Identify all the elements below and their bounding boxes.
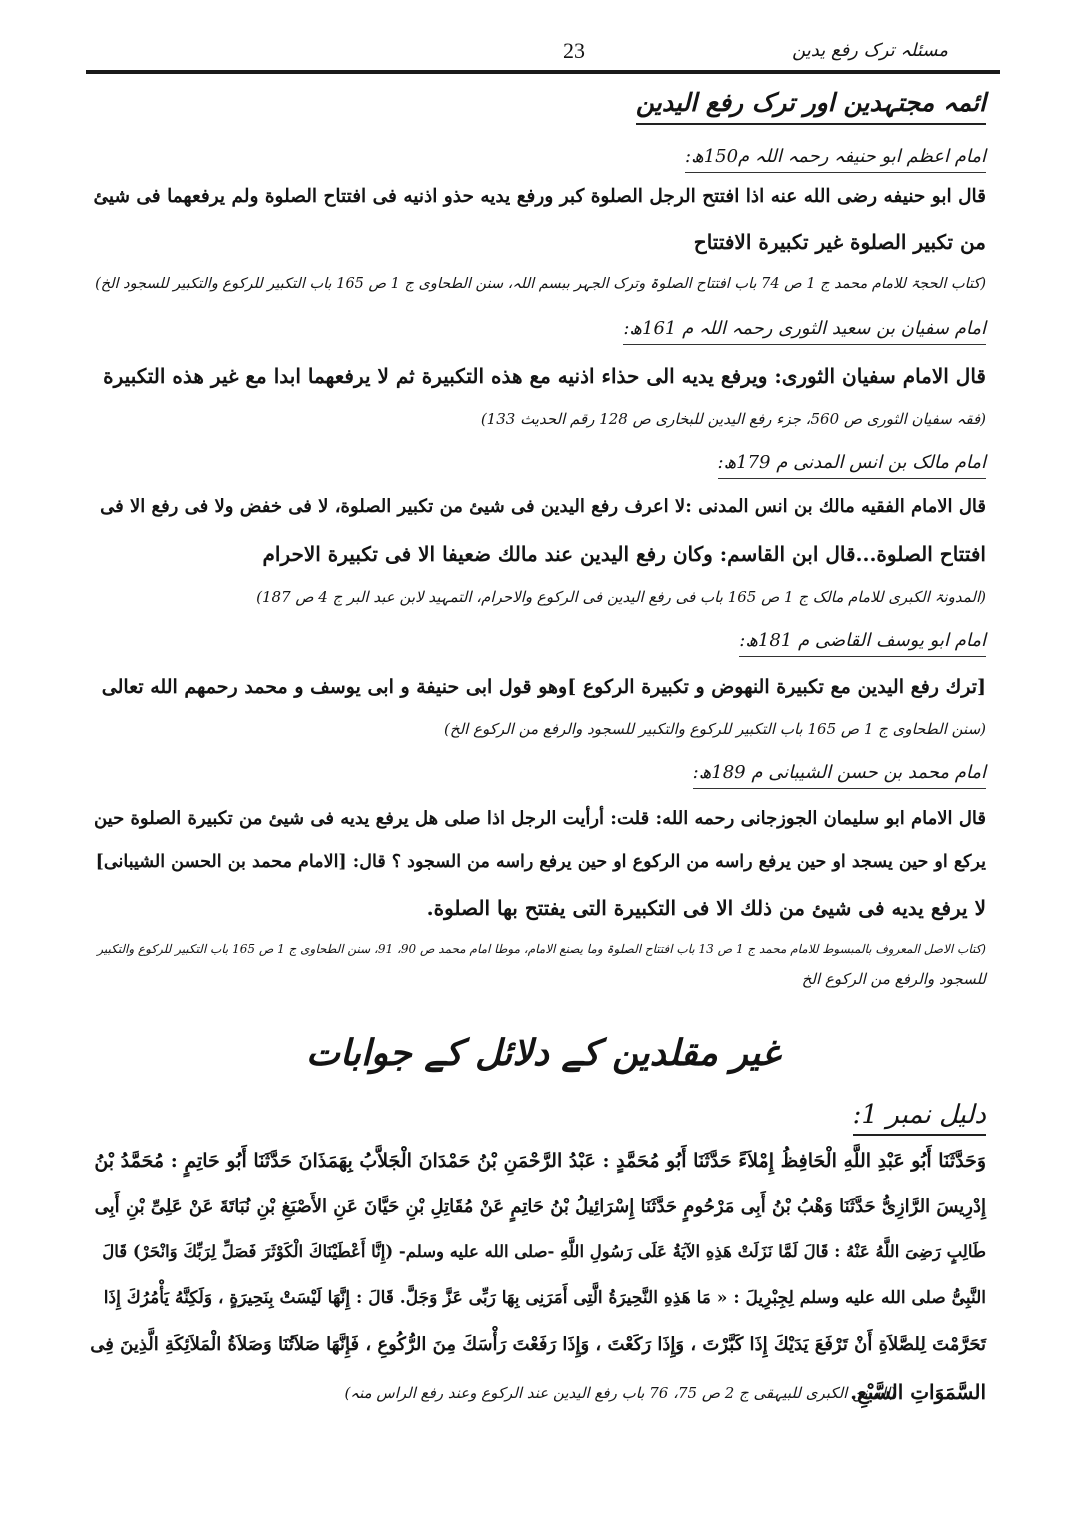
entry-text-line: من تکبیر الصلوة غیر تکبیرة الافتتاح bbox=[693, 230, 986, 254]
hadith-line: وَحَدَّثَنَا أَبُو عَبْدِ اللَّهِ الْحَافِظُ إِمْلاَءً حَدَّثَنَا أَبُو مُحَمَّدٍ : عَبْدُ الرَّحْمَنِ بْنُ حَمْدَانَ الْجَلاَّبُ بِهَمَذَانَ حَدَّثَنَا أَبُو حَاتِمٍ : مُحَمَّدُ بْنُ bbox=[94, 1150, 986, 1172]
entry-heading: امام ابو یوسف القاضی م 181ھ: bbox=[739, 630, 986, 657]
entry-text-line: یرکع او حین یسجد او حین یرفع راسه من الرکوع او حین یرفع راسه من السجود ؟ قال: [الامام محمد بن الحسن الشیبانی] bbox=[95, 852, 986, 872]
section-title: ائمہ مجتہدین اور ترک رفع الیدین bbox=[636, 88, 986, 125]
entry-heading: امام مالک بن انس المدنی م 179ھ: bbox=[718, 452, 987, 479]
dalil-heading: دلیل نمبر 1: bbox=[853, 1100, 986, 1136]
entry-reference: للسجود والرفع من الرکوع الخ bbox=[801, 970, 986, 988]
entry-reference: (کتاب الحجۃ للامام محمد ج 1 ص 74 باب افتتاح الصلوۃ وترک الجہر ببسم اللہ، سنن الطحاوی ج 1 ص 165 باب التکبیر للرکوع والتکبیر للسجود الخ) bbox=[95, 276, 986, 292]
hadith-line: السَّمَوَاتِ السَّبْعِ. bbox=[850, 1380, 986, 1404]
entry-text-line: قال ابو حنیفه رضی الله عنه اذا افتتح الرجل الصلوة کبر ورفع یدیه حذو اذنیه فی افتتاح الصلوة ولم یرفعهما فی شیئ bbox=[93, 186, 986, 207]
hadith-line: النَّبِىُّ صلى الله عليه وسلم لِجِبْرِيلَ : « مَا هَذِهِ النَّحِيرَةُ الَّتِى أَمَرَنِى بِهَا رَبِّى عَزَّ وَجَلَّ. قَالَ : إِنَّهَا لَيْسَتْ بِنَحِيرَةٍ ، وَلَكِنَّهُ يَأْمُرُكَ إِذَا bbox=[103, 1288, 986, 1308]
entry-reference: (کتاب الاصل المعروف بالمبسوط للامام محمد ج 1 ص 13 باب افتتاح الصلوۃ وما یصنع الامام، موطا امام محمد ص 90، 91، سنن الطحاوی ج 1 ص 165 باب التکبیر للرکوع والتکبیر bbox=[97, 942, 986, 956]
hadith-line: تَحَرَّمْتَ لِلصَّلاَةِ أَنْ تَرْفَعَ يَدَيْكَ إِذَا كَبَّرْتَ ، وَإِذَا رَكَعْتَ ، وَإِذَا رَفَعْتَ رَأْسَكَ مِنَ الرُّكُوعِ ، فَإِنَّهَا صَلاَتُنَا وَصَلاَةُ الْمَلاَئِكَةِ الَّذِينَ فِى bbox=[90, 1334, 986, 1355]
header-divider bbox=[86, 70, 1000, 74]
entry-heading: امام محمد بن حسن الشیبانی م 189ھ: bbox=[693, 762, 986, 789]
entry-reference: (سنن الطحاوی ج 1 ص 165 باب التکبیر للرکوع والتکبیر للسجود والرفع من الرکوع الخ) bbox=[444, 720, 986, 738]
entry-text-line: افتتاح الصلوة...قال ابن القاسم: وکان رفع الیدین عند مالك ضعیفا الا فی تکبیرة الاحرام bbox=[262, 542, 986, 566]
running-title: مسئلہ ترک رفع یدین bbox=[792, 40, 948, 61]
entry-text-line: [ترك رفع الیدین مع تکبیرة النهوض و تکبیرة الرکوع ]وهو قول ابی حنیفة و ابی یوسف و محمد رحمهم الله تعالی bbox=[101, 676, 986, 698]
entry-heading: امام اعظم ابو حنیفہ رحمہ اللہ م150ھ: bbox=[685, 146, 986, 173]
page-number: 23 bbox=[563, 38, 585, 63]
answers-heading: غیر مقلدین کے دلائل کے جوابات bbox=[306, 1032, 780, 1074]
entry-heading: امام سفیان بن سعید الثوری رحمہ اللہ م 161ھ: bbox=[623, 318, 986, 345]
entry-reference: (المدونۃ الکبری للامام مالک ج 1 ص 165 باب فی رفع الیدین فی الرکوع والاحرام، التمہید لابن عبد البر ج 4 ص 187) bbox=[256, 588, 986, 606]
entry-text-line: قال الامام الفقیه مالك بن انس المدنی :لا اعرف رفع الیدین فی شیئ من تکبیر الصلوة، لا فی خفض ولا فی رفع الا فی bbox=[100, 496, 986, 517]
hadith-line: طَالِبٍ رَضِىَ اللَّهُ عَنْهُ : قَالَ لَمَّا نَزَلَتْ هَذِهِ الآيَةُ عَلَى رَسُولِ اللَّهِ -صلى الله عليه وسلم- (إِنَّا أَعْطَيْنَاكَ الْكَوْثَرَ فَصَلِّ لِرَبِّكَ وَانْحَرْ) قَالَ bbox=[102, 1242, 986, 1261]
hadith-line: إِدْرِيسَ الرَّازِىُّ حَدَّثَنَا وَهْبُ بْنُ أَبِى مَرْحُومٍ حَدَّثَنَا إِسْرَائِيلُ بْنُ حَاتِمٍ عَنْ مُقَاتِلِ بْنِ حَيَّانَ عَنِ الأَصْبَغِ بْنِ نُبَاتَةَ عَنْ عَلِىِّ بْنِ أَبِى bbox=[94, 1196, 986, 1217]
entry-text-line: قال الامام سفیان الثوری: ویرفع یدیه الی حذاء اذنیه مع هذه التکبیرة ثم لا یرفعهما ابدا مع غیر هذه التکبیرة bbox=[103, 364, 986, 388]
entry-reference: (فقہ سفیان الثوری ص 560، جزء رفع الیدین للبخاری ص 128 رقم الحدیث 133) bbox=[480, 410, 986, 428]
entry-text-line: لا یرفع یدیه فی شیئ من ذلك الا فی التکبیرة التی یفتتح بها الصلوة. bbox=[426, 896, 986, 920]
entry-text-line: قال الامام ابو سلیمان الجوزجانی رحمه الله: قلت: أرأیت الرجل اذا صلی هل یرفع یدیه فی شیئ من تکبیرة الصلوة حین bbox=[93, 808, 986, 829]
hadith-reference: (السنن الکبری للبیہقی ج 2 ص 75، 76 باب رفع الیدین عند الرکوع وعند رفع الراس منہ) bbox=[344, 1384, 896, 1402]
